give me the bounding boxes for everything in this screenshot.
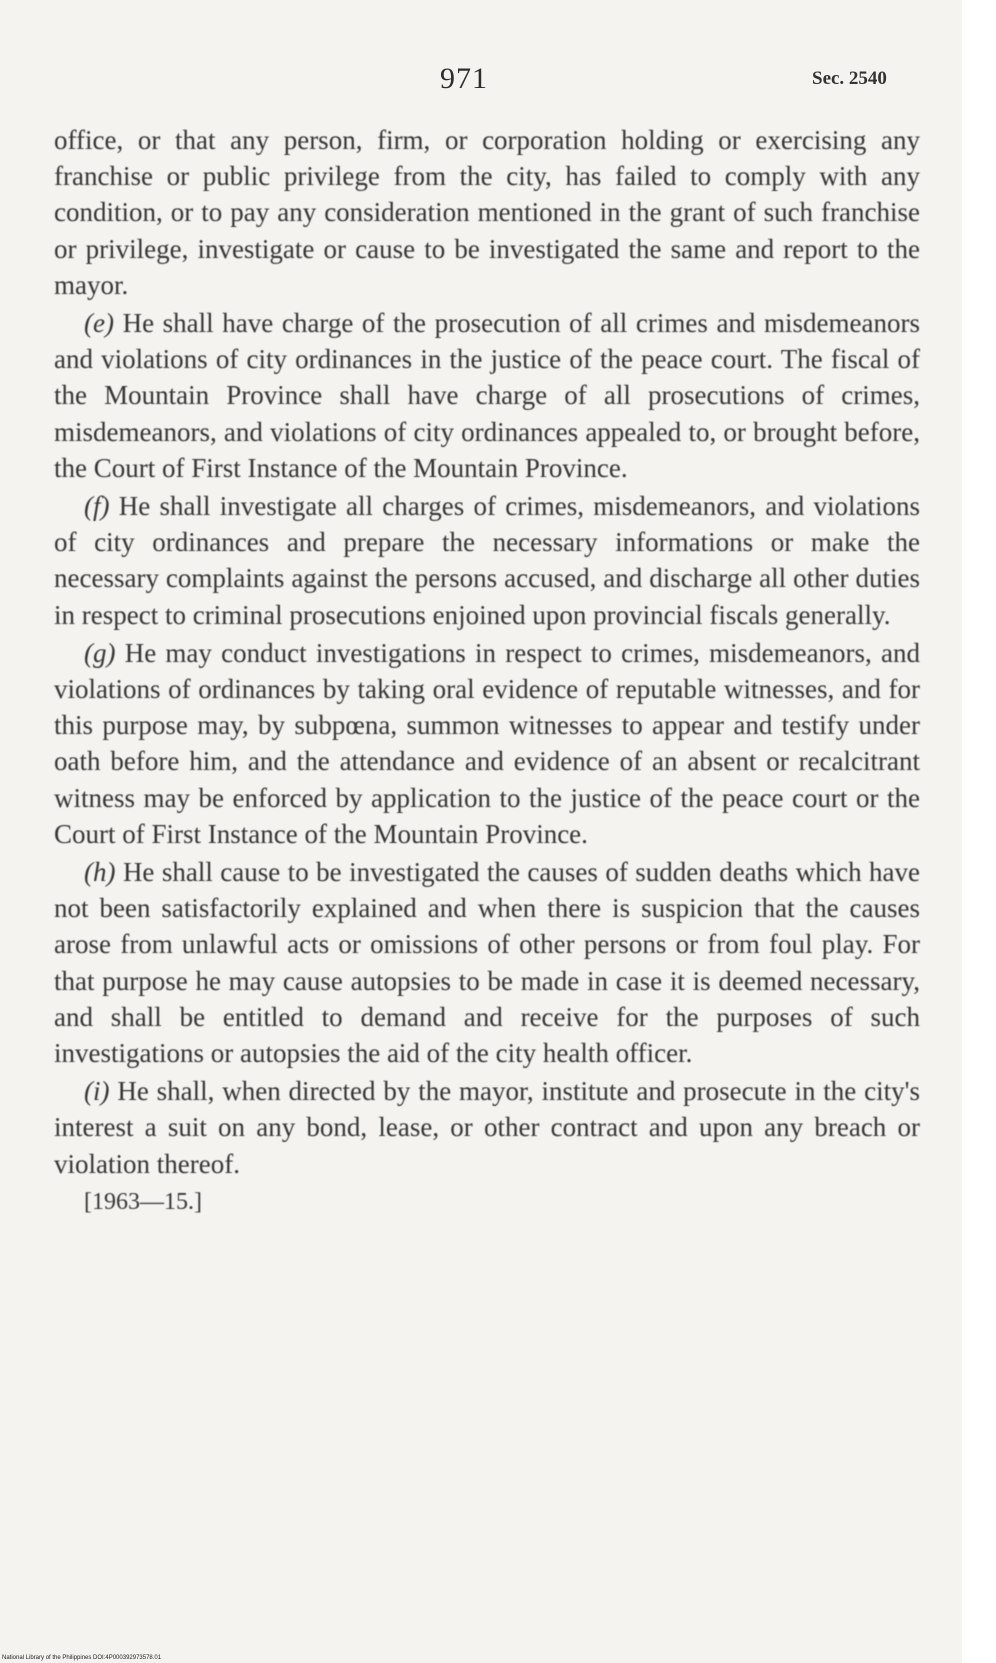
paragraph-g [54,635,920,852]
paragraph-letter: (e) [84,308,114,339]
paragraph-h [54,854,920,1071]
paragraph-letter: (h) [84,857,116,888]
paragraph-text: He may conduct investigations in respect to crimes, misdemeanors, and violations of ordinances by taking oral evidence of reputable witnesses, and for this purpose may, by subpœna, summon witnesses to appear and testify under oath before him, and the attendance and evidence of an absent or recalcitrant witness may be enforced by application to the justice of the peace court or the Court of First Instance of the Mountain Province. [54,637,921,849]
page-number: 971 [440,62,488,95]
paragraph-letter: (g) [84,637,116,668]
paragraph-f [54,488,920,633]
paragraph-letter: (i) [84,1076,110,1107]
paragraph-text: He shall have charge of the prosecution of all crimes and misdemeanors and violations of city ordinances in the justice of the peace court. The fiscal of the Mountain Province shall have charge of all prosecutions of crimes, misdemeanors, and violations of city ordinances appealed to, or brought before, the Court of First Instance of the Mountain Province. [54,308,920,483]
page-body [54,122,920,1222]
scan-attribution: National Library of the Philippines DOI:4P000392973578.01 [2,1655,162,1661]
paragraph-text: He shall cause to be investigated the causes of sudden deaths which have not been satisfactorily explained and when there is suspicion that the causes arose from unlawful acts or omissions of other persons or from foul play. For that purpose he may cause autopsies to be made in case it is deemed necessary, and shall be entitled to demand and receive for the purposes of such investigations or autopsies the aid of the city health officer. [54,857,921,1069]
paragraph-i [54,1073,920,1182]
section-reference: Sec. 2540 [812,68,887,89]
paragraph-text: He shall investigate all charges of crimes, misdemeanors, and violations of city ordinances and prepare the necessary informations or make the necessary complaints against the persons accused, and discharge all other duties in respect to criminal prosecutions enjoined upon provincial fiscals generally. [54,491,921,630]
history-citation: [1963—15.] [84,1188,202,1215]
paragraph-text: He shall, when directed by the mayor, institute and prosecute in the city's interest a suit on any bond, lease, or other contract and upon any breach or violation thereof. [54,1076,920,1179]
paragraph-letter: (f) [84,491,110,522]
opening-paragraph: office, or that any person, firm, or corporation holding or exercising any franchise or public privilege from the city, has failed to comply with any condition, or to pay any consideration mentioned in the grant of such franchise or privilege, investigate or cause to be investigated the same and report to the mayor. [54,125,920,300]
paragraph-e [54,305,920,486]
